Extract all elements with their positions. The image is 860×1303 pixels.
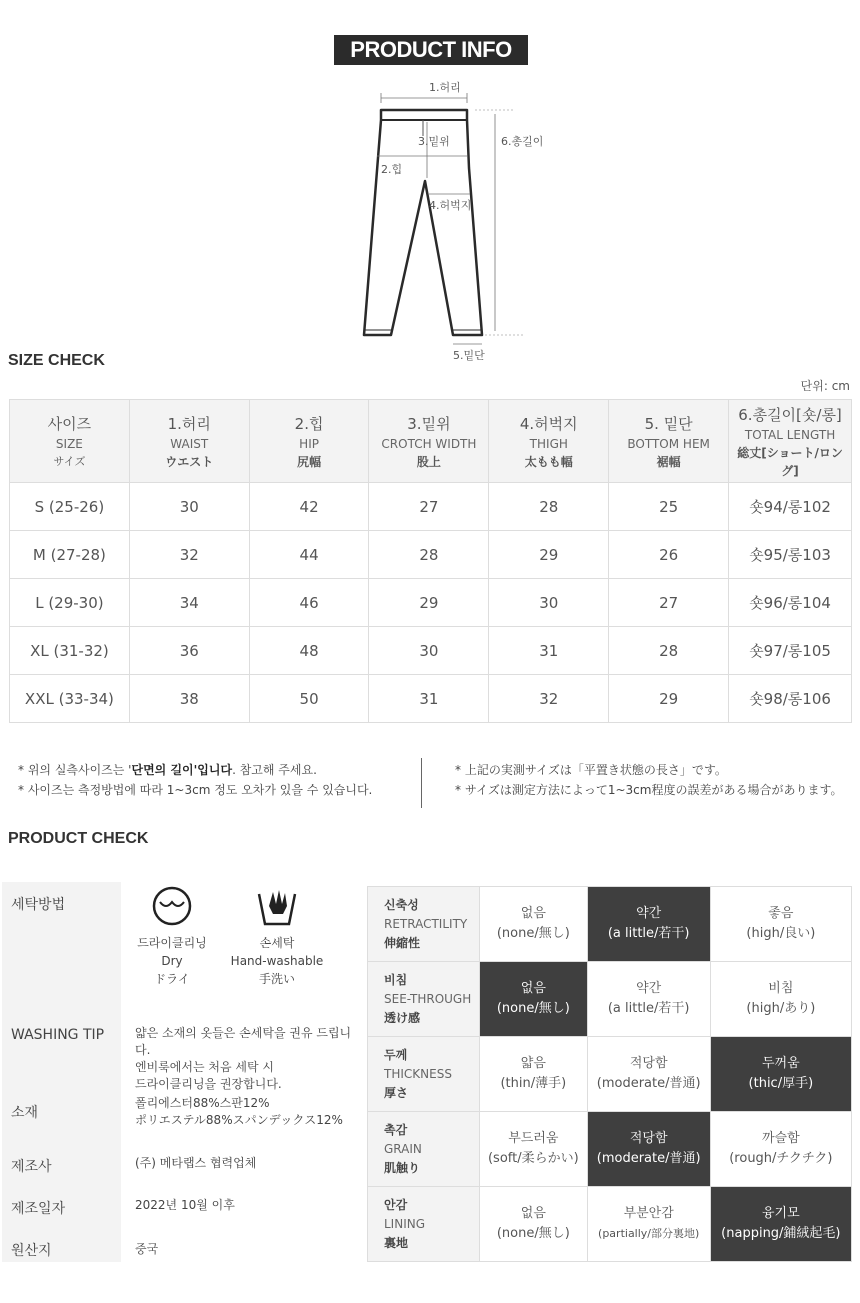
table-cell: 27 (609, 579, 729, 627)
option-label: 까슬함 (762, 1131, 800, 1146)
attribute-row (368, 1037, 852, 1112)
table-cell: 28 (369, 531, 489, 579)
hand-wash-icon (255, 884, 299, 928)
size-col-header (609, 400, 729, 483)
header-jp: 太もも幅 (524, 455, 573, 469)
option-sublabel: (partially/部分裏地) (598, 1227, 700, 1240)
hand-en: Hand-washable (230, 954, 324, 968)
attribute-option (480, 1187, 588, 1262)
table-cell: 숏98/롱106 (729, 675, 852, 723)
header-en: BOTTOM HEM (627, 437, 710, 451)
table-cell: 38 (129, 675, 249, 723)
table-cell: 숏95/롱103 (729, 531, 852, 579)
tip-line-3: 드라이클리닝을 권장합니다. (135, 1077, 282, 1091)
header-en: CROTCH WIDTH (381, 437, 477, 451)
table-cell: 숏96/롱104 (729, 579, 852, 627)
header-ko: 4.허벅지 (519, 415, 578, 433)
washing-tip (135, 1025, 364, 1093)
option-label: 적당함 (629, 1131, 668, 1146)
option-sublabel: (thin/薄手) (500, 1076, 567, 1091)
attribute-table (367, 886, 852, 1262)
tip-line-2: 엔비룩에서는 처음 세탁 시 (135, 1060, 274, 1074)
size-col-header (249, 400, 369, 483)
size-table-header (10, 400, 852, 483)
header-ko: 사이즈 (47, 415, 92, 433)
table-row (10, 579, 852, 627)
header-en: TOTAL LENGTH (744, 428, 836, 442)
attribute-option (587, 887, 710, 962)
attribute-row (368, 1187, 852, 1262)
attribute-option (587, 1187, 710, 1262)
attribute-label-j: 肌触り (384, 1160, 421, 1175)
dry-en: Dry (161, 954, 183, 968)
maker-value: (주) 메타랩스 협력업체 (135, 1156, 257, 1170)
table-cell: 48 (249, 627, 369, 675)
note-ko-1 (18, 760, 372, 780)
notes-korean (18, 760, 372, 800)
table-cell: 34 (129, 579, 249, 627)
attribute-label-j: 透け感 (384, 1010, 421, 1025)
size-col-header (129, 400, 249, 483)
table-cell: 숏97/롱105 (729, 627, 852, 675)
option-sublabel: (thic/厚手) (748, 1076, 814, 1091)
header-ko: 2.힙 (294, 415, 324, 433)
notes-japanese (455, 760, 843, 800)
attribute-label-k: 촉감 (384, 1122, 408, 1137)
table-cell: 30 (129, 483, 249, 531)
size-col-header (10, 400, 130, 483)
attribute-label (368, 962, 480, 1037)
option-label: 좋음 (768, 906, 794, 921)
header-en: SIZE (55, 437, 83, 451)
option-sublabel: (moderate/普通) (596, 1076, 701, 1091)
care-info (2, 882, 364, 1262)
header-jp: 裾幅 (656, 455, 681, 469)
table-cell: 28 (609, 627, 729, 675)
table-cell: 27 (369, 483, 489, 531)
attribute-option (710, 962, 851, 1037)
option-sublabel: (none/無し) (496, 926, 570, 941)
option-label: 부분안감 (623, 1206, 674, 1221)
table-cell: 44 (249, 531, 369, 579)
option-sublabel: (soft/柔らかい) (487, 1151, 579, 1166)
header-jp: 総丈[ショート/ロング] (737, 446, 843, 478)
header-jp: ウエスト (165, 455, 214, 469)
washing-tip-label: WASHING TIP (11, 1027, 105, 1043)
size-check-title: SIZE CHECK (8, 352, 105, 369)
diagram-label-hem: 5.밑단 (453, 349, 485, 362)
table-cell: 42 (249, 483, 369, 531)
header-ko: 6.총길이[숏/롱] (738, 406, 842, 424)
pants-diagram (355, 78, 545, 368)
tip-line-1: 얇은 소재의 옷들은 손세탁을 권유 드립니다. (135, 1026, 352, 1057)
attribute-option (480, 887, 588, 962)
header-jp: 尻幅 (297, 455, 322, 469)
attribute-row (368, 962, 852, 1037)
attribute-option (480, 962, 588, 1037)
attribute-option (480, 1037, 588, 1112)
option-sublabel: (rough/チクチク) (729, 1151, 833, 1166)
option-label: 없음 (520, 906, 546, 921)
table-cell: 숏94/롱102 (729, 483, 852, 531)
option-label: 두꺼움 (762, 1056, 800, 1071)
notes-divider (421, 758, 422, 808)
header-ko: 1.허리 (167, 415, 211, 433)
table-cell: 46 (249, 579, 369, 627)
table-cell: L (29-30) (10, 579, 130, 627)
diagram-label-thigh: 4.허벅지 (429, 199, 472, 212)
table-cell: 26 (609, 531, 729, 579)
attribute-label-e: LINING (384, 1216, 426, 1231)
option-label: 부드러움 (508, 1131, 559, 1146)
attribute-label-e: RETRACTILITY (384, 916, 468, 931)
table-row (10, 627, 852, 675)
header-ko: 3.밑위 (407, 415, 451, 433)
table-cell: XL (31-32) (10, 627, 130, 675)
page-title: PRODUCT INFO (334, 35, 528, 65)
note-jp-1: * 上記の実測サイズは「平置き状態の長さ」です。 (455, 763, 727, 777)
dry-ko: 드라이클리닝 (137, 936, 207, 950)
table-cell: S (25-26) (10, 483, 130, 531)
table-cell: 32 (489, 675, 609, 723)
attribute-label-k: 안감 (384, 1197, 408, 1212)
option-sublabel: (none/無し) (496, 1001, 570, 1016)
option-label: 없음 (520, 981, 546, 996)
attribute-option (480, 1112, 588, 1187)
table-cell: 50 (249, 675, 369, 723)
table-cell: M (27-28) (10, 531, 130, 579)
option-sublabel: (napping/鋪絨起毛) (721, 1226, 841, 1241)
option-sublabel: (a little/若干) (607, 1001, 690, 1016)
material-jp: ポリエステル88%スパンデックス12% (135, 1113, 343, 1127)
option-label: 적당함 (629, 1056, 668, 1071)
size-col-header (729, 400, 852, 483)
option-sublabel: (moderate/普通) (596, 1151, 701, 1166)
note-ko-2: * 사이즈는 측정방법에 따라 1~3cm 정도 오차가 있을 수 있습니다. (18, 783, 373, 797)
option-sublabel: (high/あり) (746, 1001, 816, 1016)
table-cell: 30 (369, 627, 489, 675)
maker-label: 제조사 (11, 1159, 52, 1175)
material-label: 소재 (11, 1105, 39, 1121)
attribute-label-k: 신축성 (384, 897, 419, 912)
table-row (10, 483, 852, 531)
note-ko-1a: * 위의 실측사이즈는 ' (18, 763, 132, 777)
table-cell: 31 (489, 627, 609, 675)
attribute-label-e: SEE-THROUGH (384, 991, 472, 1006)
material-value (135, 1095, 343, 1129)
hand-ko: 손세탁 (259, 936, 295, 950)
attribute-option (710, 887, 851, 962)
date-value: 2022년 10월 이후 (135, 1198, 235, 1212)
product-check-title: PRODUCT CHECK (8, 830, 149, 847)
origin-label: 원산지 (11, 1243, 52, 1259)
attribute-row (368, 1112, 852, 1187)
table-cell: 32 (129, 531, 249, 579)
table-row (10, 531, 852, 579)
option-label: 융기모 (762, 1206, 800, 1221)
option-sublabel: (a little/若干) (607, 926, 690, 941)
option-label: 없음 (520, 1206, 546, 1221)
diagram-label-length: 6.총길이 (501, 135, 544, 148)
table-cell: 29 (369, 579, 489, 627)
table-cell: 28 (489, 483, 609, 531)
size-table (9, 399, 852, 723)
option-label: 약간 (636, 906, 662, 921)
table-cell: 36 (129, 627, 249, 675)
header-jp: サイズ (53, 455, 86, 468)
attribute-label-e: THICKNESS (384, 1066, 452, 1081)
date-label: 제조일자 (11, 1201, 66, 1217)
attribute-label-j: 伸縮性 (384, 935, 421, 950)
header-en: WAIST (170, 437, 209, 451)
option-sublabel: (none/無し) (496, 1226, 570, 1241)
header-en: THIGH (529, 437, 568, 451)
attribute-label-k: 비침 (384, 972, 408, 987)
hand-wash-block (227, 884, 327, 988)
table-cell: XXL (33-34) (10, 675, 130, 723)
option-label: 얇음 (520, 1056, 546, 1071)
table-row (10, 675, 852, 723)
attribute-label-j: 厚さ (384, 1085, 409, 1100)
option-label: 약간 (636, 981, 662, 996)
header-jp: 股上 (416, 455, 441, 469)
attribute-option (710, 1037, 851, 1112)
material-ko: 폴리에스터88%스판12% (135, 1096, 270, 1110)
note-jp-2: * サイズは測定方法によって1~3cm程度の誤差がある場合があります。 (455, 783, 843, 797)
attribute-option (587, 1112, 710, 1187)
attribute-label (368, 1037, 480, 1112)
attribute-option (587, 1037, 710, 1112)
diagram-label-hip: 2.힙 (381, 163, 403, 176)
attribute-label-k: 두께 (384, 1047, 408, 1062)
attribute-option (587, 962, 710, 1037)
attribute-row (368, 887, 852, 962)
dry-clean-icon (150, 884, 194, 928)
unit-label: 단위: cm (800, 379, 850, 393)
table-cell: 30 (489, 579, 609, 627)
attribute-option (710, 1112, 851, 1187)
table-cell: 25 (609, 483, 729, 531)
attribute-option (710, 1187, 851, 1262)
dry-clean-block (132, 884, 212, 988)
note-ko-1b: 단면의 길이'입니다 (131, 763, 233, 777)
size-col-header (489, 400, 609, 483)
attribute-label-e: GRAIN (384, 1141, 422, 1156)
origin-value: 중국 (135, 1242, 159, 1256)
hand-jp: 手洗い (258, 972, 295, 986)
diagram-label-waist: 1.허리 (429, 81, 461, 94)
attribute-label (368, 1112, 480, 1187)
attribute-label (368, 887, 480, 962)
washing-method-label: 세탁방법 (11, 897, 66, 913)
header-en: HIP (299, 437, 319, 451)
attribute-label-j: 裏地 (384, 1235, 409, 1250)
option-label: 비침 (768, 981, 794, 996)
diagram-label-crotch: 3.밑위 (418, 135, 450, 148)
note-ko-1c: . 참고해 주세요. (232, 763, 317, 777)
attribute-label (368, 1187, 480, 1262)
table-cell: 29 (609, 675, 729, 723)
size-col-header (369, 400, 489, 483)
option-sublabel: (high/良い) (746, 926, 816, 941)
table-cell: 31 (369, 675, 489, 723)
table-cell: 29 (489, 531, 609, 579)
header-ko: 5. 밑단 (644, 415, 693, 433)
dry-jp: ドライ (154, 972, 190, 986)
